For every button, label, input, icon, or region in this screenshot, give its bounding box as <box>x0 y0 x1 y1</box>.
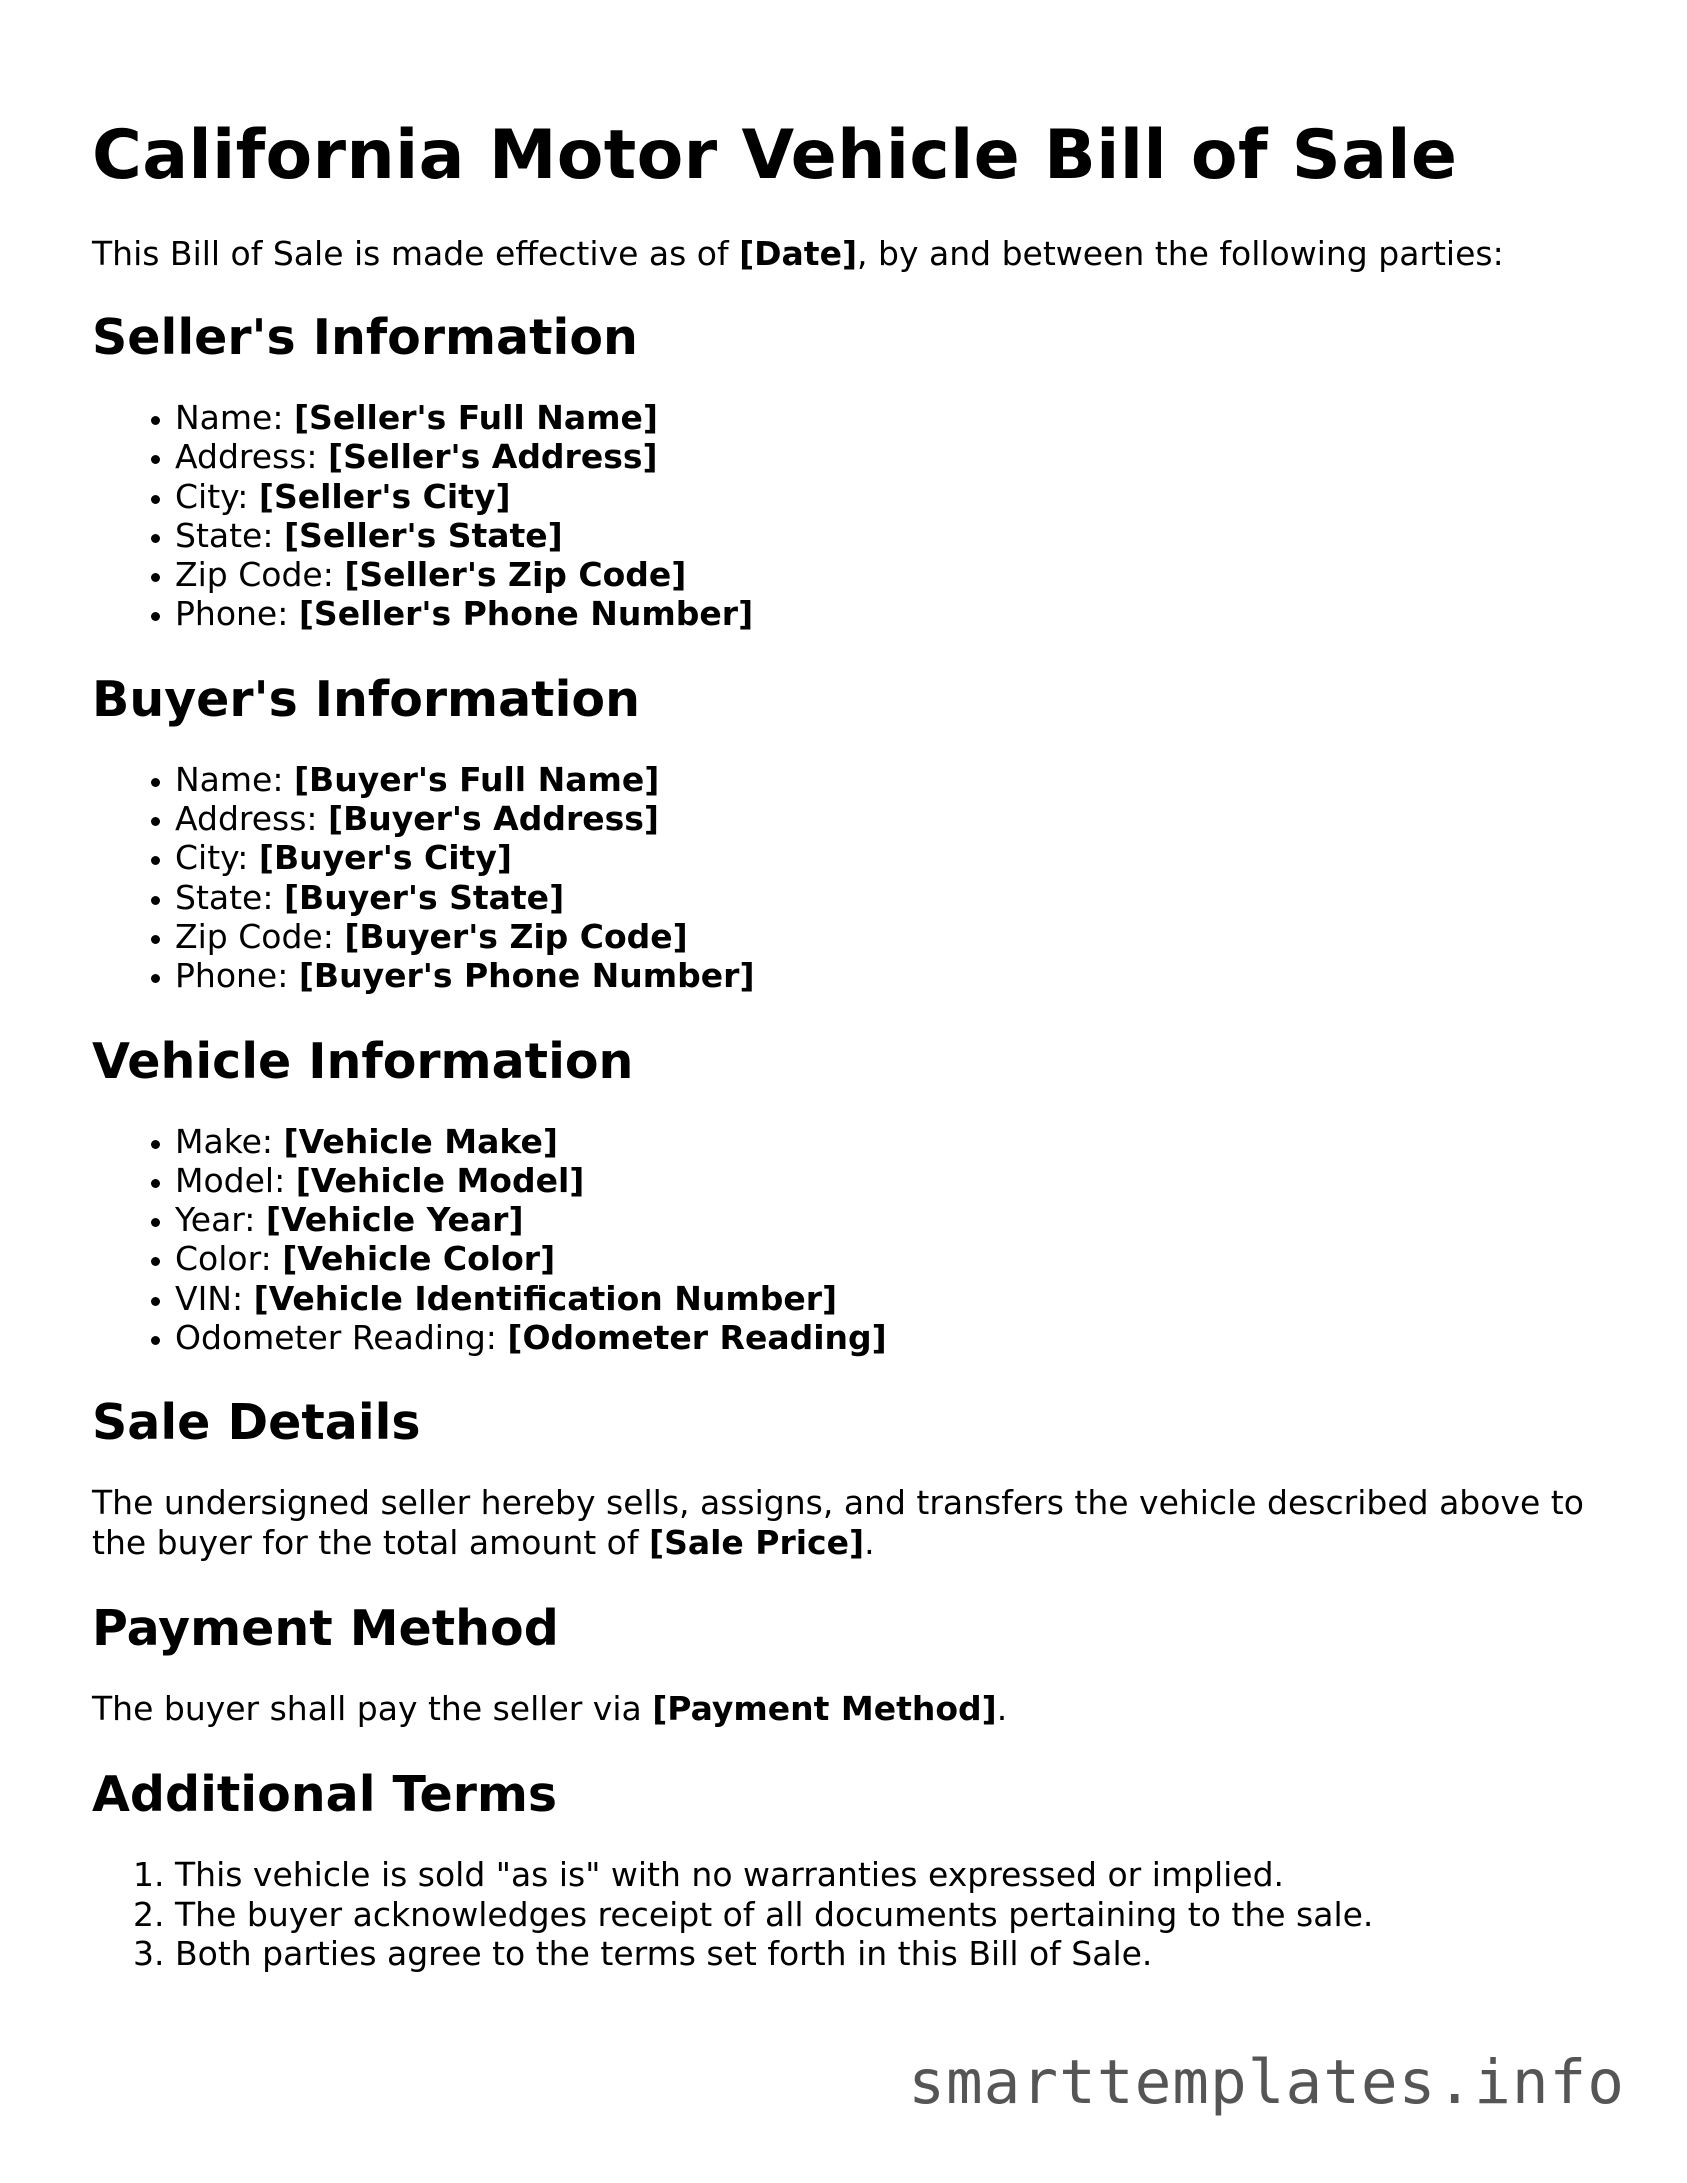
sale-text-before: The undersigned seller hereby sells, assigns, and transfers the vehicle described above to the buyer for the total amount of <box>92 1483 1584 1563</box>
field-placeholder: [Odometer Reading] <box>507 1318 887 1358</box>
buyer-list <box>92 760 1612 996</box>
field-label: Zip Code: <box>175 555 345 595</box>
field-label: Make: <box>175 1121 284 1161</box>
list-item <box>175 760 1612 799</box>
sale-price-placeholder: [Sale Price] <box>648 1523 865 1563</box>
list-item <box>175 838 1612 877</box>
field-placeholder: [Vehicle Make] <box>283 1121 558 1161</box>
intro-text-before: This Bill of Sale is made effective as of <box>92 234 740 273</box>
list-item <box>175 1239 1612 1278</box>
field-placeholder: [Seller's State] <box>283 515 563 555</box>
field-placeholder: [Seller's Address] <box>328 437 658 477</box>
list-item <box>175 799 1612 838</box>
sale-paragraph <box>92 1483 1612 1563</box>
date-placeholder: [Date] <box>739 234 858 273</box>
intro-text-after: , by and between the following parties: <box>857 234 1504 273</box>
field-label: Color: <box>175 1239 283 1279</box>
list-item: 3. Both parties agree to the terms set forth in this Bill of Sale. <box>175 1934 1612 1973</box>
field-placeholder: [Buyer's Address] <box>328 799 659 839</box>
document-page <box>92 0 1612 1973</box>
field-label: Address: <box>175 799 329 839</box>
field-placeholder: [Vehicle Model] <box>295 1160 585 1200</box>
field-placeholder: [Buyer's Zip Code] <box>344 916 688 956</box>
field-label: Phone: <box>175 956 299 996</box>
field-label: Model: <box>175 1160 296 1200</box>
list-item <box>175 398 1612 437</box>
seller-heading: Seller's Information <box>92 309 638 366</box>
intro-paragraph <box>92 234 1612 274</box>
terms-heading: Additional Terms <box>92 1766 558 1824</box>
list-item: 2. The buyer acknowledges receipt of all documents pertaining to the sale. <box>175 1895 1612 1934</box>
field-label: VIN: <box>175 1278 254 1318</box>
field-placeholder: [Buyer's Phone Number] <box>298 956 755 996</box>
list-item <box>175 477 1612 516</box>
vehicle-list <box>92 1122 1612 1358</box>
field-label: Address: <box>175 437 329 477</box>
field-placeholder: [Vehicle Identification Number] <box>253 1278 838 1318</box>
document-title: California Motor Vehicle Bill of Sale <box>92 116 1458 195</box>
field-label: State: <box>175 515 284 555</box>
payment-heading: Payment Method <box>92 1600 559 1658</box>
payment-paragraph <box>92 1689 1612 1729</box>
field-label: Name: <box>175 398 294 437</box>
watermark: smarttemplates.info <box>908 2047 1625 2118</box>
list-item <box>175 1200 1612 1239</box>
field-placeholder: [Vehicle Year] <box>265 1200 524 1240</box>
field-placeholder: [Seller's City] <box>258 476 511 516</box>
list-item <box>175 917 1612 956</box>
field-placeholder: [Buyer's Full Name] <box>293 759 660 799</box>
list-item <box>175 437 1612 476</box>
payment-method-placeholder: [Payment Method] <box>652 1689 997 1729</box>
vehicle-heading: Vehicle Information <box>92 1032 634 1090</box>
field-label: Year: <box>175 1200 266 1240</box>
list-item <box>175 1161 1612 1200</box>
list-item: 1. This vehicle is sold "as is" with no warranties expressed or implied. <box>175 1855 1612 1894</box>
field-placeholder: [Seller's Zip Code] <box>344 555 687 595</box>
list-item <box>175 956 1612 995</box>
list-item <box>175 1318 1612 1357</box>
field-label: Name: <box>175 759 294 799</box>
list-item <box>175 594 1612 633</box>
list-item <box>175 1279 1612 1318</box>
field-placeholder: [Seller's Full Name] <box>293 398 658 437</box>
field-placeholder: [Vehicle Color] <box>282 1239 556 1279</box>
field-placeholder: [Buyer's City] <box>258 838 512 878</box>
list-item <box>175 878 1612 917</box>
list-item <box>175 555 1612 594</box>
field-label: Zip Code: <box>175 916 345 956</box>
list-item <box>175 1122 1612 1161</box>
field-label: Odometer Reading: <box>175 1318 508 1358</box>
field-label: City: <box>175 838 259 878</box>
buyer-heading: Buyer's Information <box>92 670 640 728</box>
field-label: State: <box>175 877 284 917</box>
sale-text-after: . <box>864 1523 875 1563</box>
payment-text-before: The buyer shall pay the seller via <box>92 1689 653 1729</box>
payment-text-after: . <box>996 1689 1008 1729</box>
field-placeholder: [Buyer's State] <box>283 877 565 917</box>
sale-heading: Sale Details <box>92 1394 421 1452</box>
field-label: Phone: <box>175 594 299 634</box>
field-label: City: <box>175 476 259 516</box>
list-item <box>175 516 1612 555</box>
seller-list <box>92 398 1612 634</box>
terms-list <box>92 1855 1612 1973</box>
field-placeholder: [Seller's Phone Number] <box>298 594 754 634</box>
